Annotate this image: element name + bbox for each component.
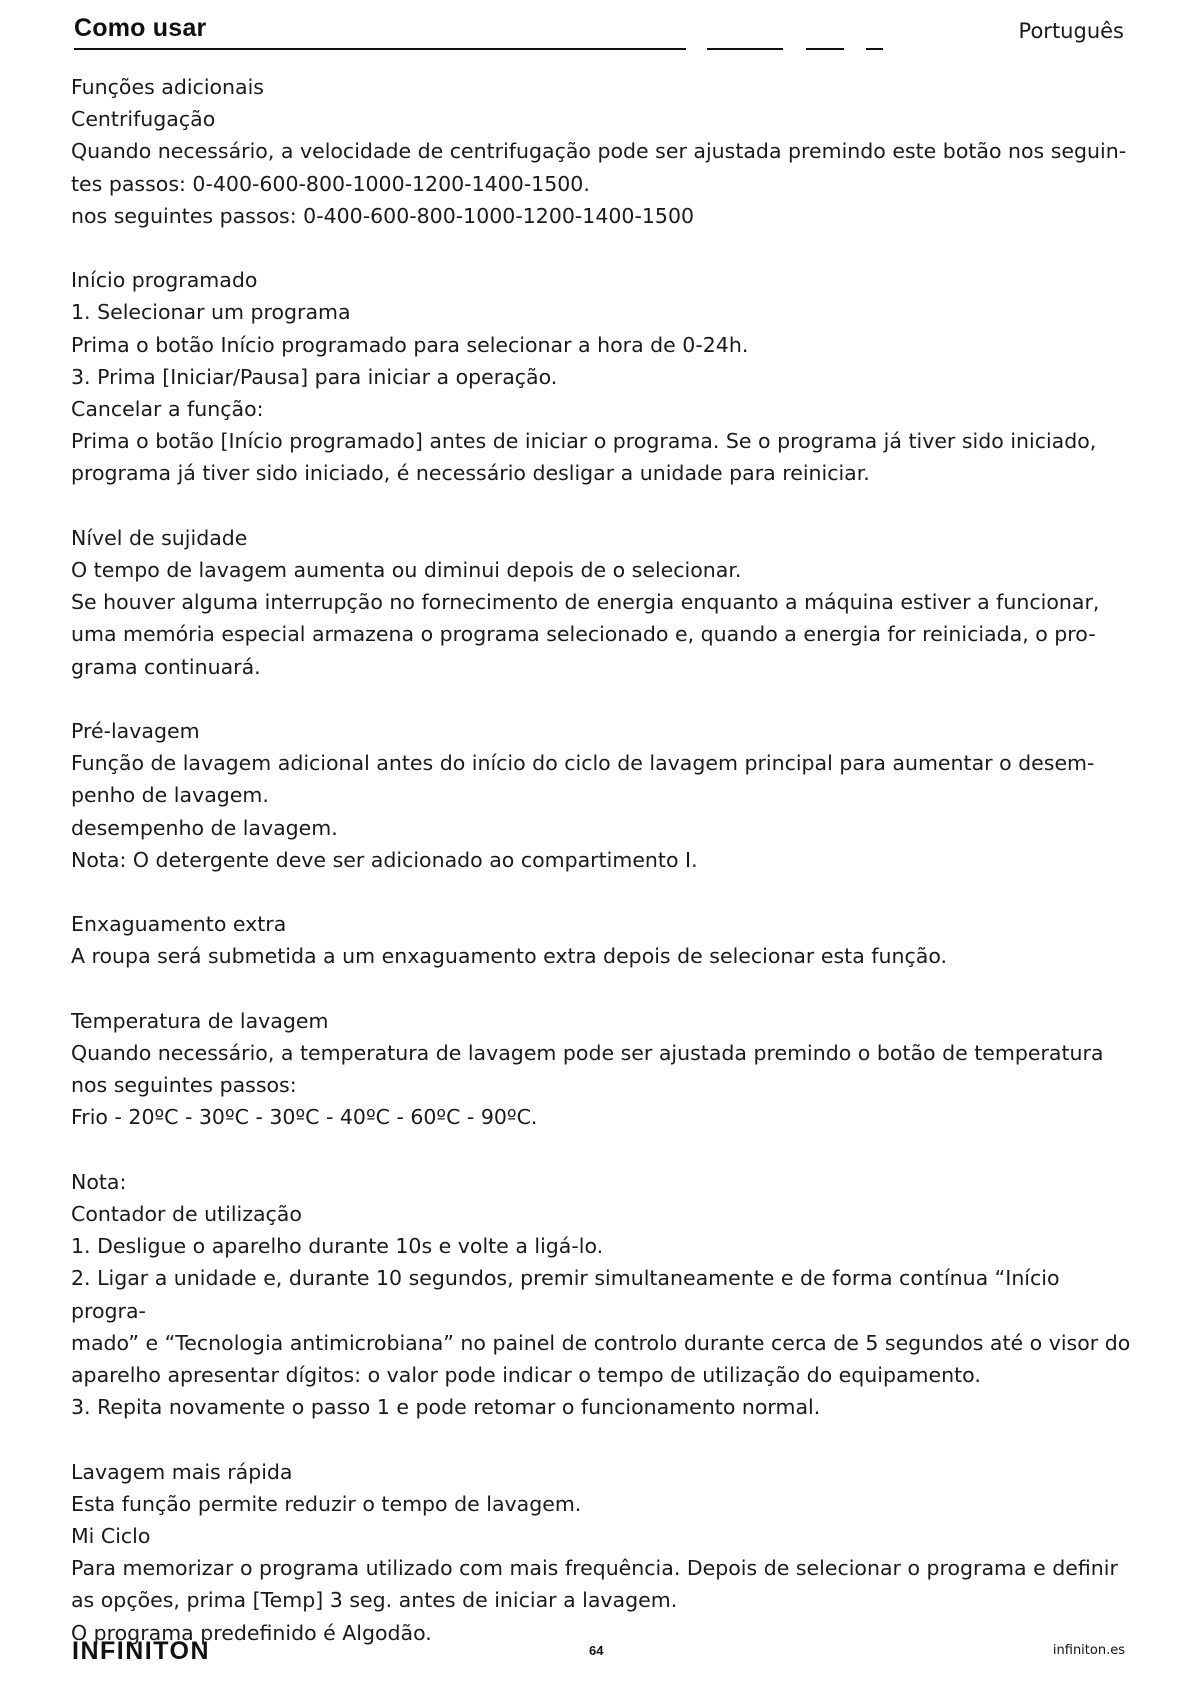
section-heading: Pré-lavagem <box>71 719 200 744</box>
text-line: Nota: O detergente deve ser adicionado ao compartimento I. <box>71 847 698 872</box>
text-section <box>71 71 1131 232</box>
text-line: Centrifugação <box>71 107 216 132</box>
text-line: 3. Repita novamente o passo 1 e pode retomar o funcionamento normal. <box>71 1395 821 1420</box>
text-line: desempenho de lavagem. <box>71 815 338 840</box>
text-line: Prima o botão [Início programado] antes de iniciar o programa. Se o programa já tiver sido iniciado, <box>71 429 1097 454</box>
text-line: programa já tiver sido iniciado, é necessário desligar a unidade para reiniciar. <box>71 461 870 486</box>
header-rule-segment <box>806 48 844 50</box>
text-line: Quando necessário, a temperatura de lavagem pode ser ajustada premindo o botão de temperatura <box>71 1041 1104 1066</box>
section-spacer <box>71 490 1131 522</box>
section-heading: Início programado <box>71 268 258 293</box>
text-section <box>71 1005 1131 1134</box>
text-line: Contador de utilização <box>71 1202 302 1227</box>
text-line: Mi Ciclo <box>71 1524 151 1549</box>
header-rule <box>74 48 686 50</box>
text-line: nos seguintes passos: 0-400-600-800-1000-1200-1400-1500 <box>71 203 695 228</box>
section-spacer <box>71 973 1131 1005</box>
text-line: grama continuará. <box>71 654 261 679</box>
section-heading: Lavagem mais rápida <box>71 1459 293 1484</box>
section-heading: Nota: <box>71 1169 127 1194</box>
text-line: Se houver alguma interrupção no fornecimento de energia enquanto a máquina estiver a funcionar, <box>71 590 1100 615</box>
text-section <box>71 908 1131 972</box>
text-section <box>71 522 1131 683</box>
text-line: Função de lavagem adicional antes do início do ciclo de lavagem principal para aumentar o desem- <box>71 751 1095 776</box>
header-rule-segment <box>707 48 783 50</box>
text-line: Para memorizar o programa utilizado com mais frequência. Depois de selecionar o programa e definir <box>71 1556 1118 1581</box>
section-spacer <box>71 1134 1131 1166</box>
brand-logo: INFINITON <box>72 1637 211 1665</box>
page-number: 64 <box>589 1643 604 1658</box>
page-header <box>0 0 1191 60</box>
text-line: mado” e “Tecnologia antimicrobiana” no painel de controlo durante cerca de 5 segundos até o visor do <box>71 1330 1131 1355</box>
page-title: Como usar <box>74 14 207 42</box>
body-text <box>71 71 1131 1649</box>
text-line: Esta função permite reduzir o tempo de lavagem. <box>71 1491 582 1516</box>
section-heading: Nível de sujidade <box>71 525 248 550</box>
text-line: uma memória especial armazena o programa selecionado e, quando a energia for reiniciada, o pro- <box>71 622 1096 647</box>
website-label: infiniton.es <box>1052 1643 1125 1658</box>
text-line: A roupa será submetida a um enxaguamento extra depois de selecionar esta função. <box>71 944 948 969</box>
text-line: O tempo de lavagem aumenta ou diminui depois de o selecionar. <box>71 558 742 583</box>
text-line: 2. Ligar a unidade e, durante 10 segundos, premir simultaneamente e de forma contínua “Início progra- <box>71 1266 1060 1323</box>
text-line: 1. Desligue o aparelho durante 10s e volte a ligá-lo. <box>71 1234 604 1259</box>
text-line: 1. Selecionar um programa <box>71 300 351 325</box>
section-spacer <box>71 876 1131 908</box>
section-spacer <box>71 232 1131 264</box>
text-line: Quando necessário, a velocidade de centrifugação pode ser ajustada premindo este botão nos seguin- <box>71 139 1127 164</box>
section-spacer <box>71 1423 1131 1455</box>
text-line: O programa predefinido é Algodão. <box>71 1620 432 1645</box>
text-section <box>71 715 1131 876</box>
text-line: Prima o botão Início programado para selecionar a hora de 0-24h. <box>71 332 749 357</box>
text-line: 3. Prima [Iniciar/Pausa] para iniciar a operação. <box>71 364 558 389</box>
text-line: nos seguintes passos: <box>71 1073 297 1098</box>
text-line: as opções, prima [Temp] 3 seg. antes de iniciar a lavagem. <box>71 1588 678 1613</box>
text-line: Frio - 20ºC - 30ºC - 30ºC - 40ºC - 60ºC - 90ºC. <box>71 1105 538 1130</box>
text-section <box>71 1456 1131 1649</box>
section-spacer <box>71 683 1131 715</box>
text-line: penho de lavagem. <box>71 783 269 808</box>
text-line: tes passos: 0-400-600-800-1000-1200-1400-1500. <box>71 171 590 196</box>
text-section <box>71 1166 1131 1424</box>
header-rule-segment <box>866 48 883 50</box>
text-section <box>71 264 1131 489</box>
section-heading: Temperatura de lavagem <box>71 1008 329 1033</box>
text-line: aparelho apresentar dígitos: o valor pode indicar o tempo de utilização do equipamento. <box>71 1363 981 1388</box>
section-heading: Funções adicionais <box>71 75 264 99</box>
language-label: Português <box>1018 19 1124 43</box>
section-heading: Enxaguamento extra <box>71 912 287 937</box>
text-line: Cancelar a função: <box>71 397 264 422</box>
